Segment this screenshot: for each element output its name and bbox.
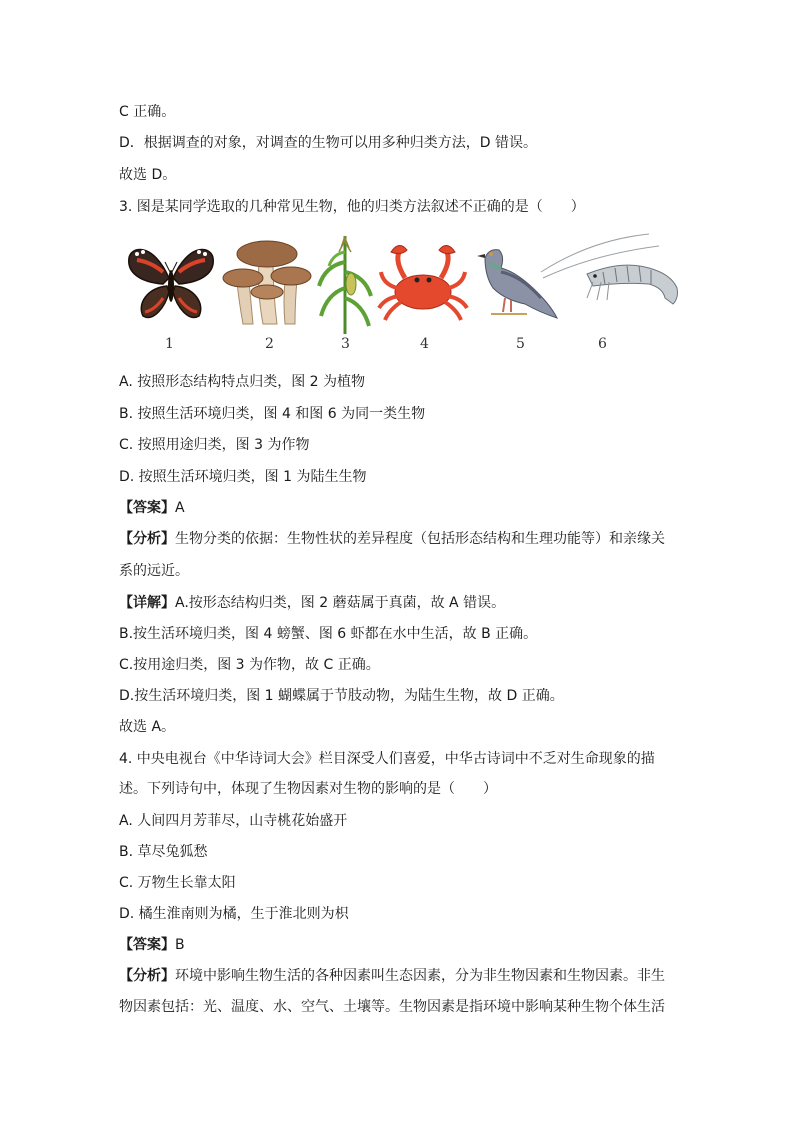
figure-label: 2 [265,336,274,352]
figure-label: 5 [516,336,525,352]
text-line: B.按生活环境归类，图 4 螃蟹、图 6 虾都在水中生活，故 B 正确。 [119,626,538,642]
butterfly-image [123,232,219,328]
figure-label: 4 [420,336,429,352]
mushroom-image [219,232,315,328]
detail-tag: 【详解】 [119,595,175,611]
shrimp-image [531,232,689,328]
corn-plant-image [317,232,373,336]
figure-label: 3 [341,336,350,352]
answer-value: A [175,500,185,516]
answer-line [119,935,185,955]
analysis-line [119,966,665,986]
analysis-line [119,529,665,549]
option-d: D. 按照生活环境归类，图 1 为陆生生物 [119,469,367,485]
option-d: D. 橘生淮南则为橘，生于淮北则为枳 [119,906,349,922]
option-c: C. 按照用途归类，图 3 为作物 [119,437,310,453]
crab-image [375,232,471,328]
analysis-tag: 【分析】 [119,968,175,984]
answer-tag: 【答案】 [119,500,175,516]
option-c: C. 万物生长靠太阳 [119,875,236,891]
figure-label: 6 [598,336,607,352]
text-line: 故选 A。 [119,719,176,735]
option-b: B. 草尽兔狐愁 [119,844,208,860]
analysis-text: 生物分类的依据：生物性状的差异程度（包括形态结构和生理功能等）和亲缘关 [175,531,665,547]
text-line: 故选 D。 [119,167,177,183]
question-4-stem: 述。下列诗句中，体现了生物因素对生物的影响的是（ ） [119,781,497,797]
detail-text: A.按形态结构归类，图 2 蘑菇属于真菌，故 A 错误。 [175,595,506,611]
question-3-stem: 3. 图是某同学选取的几种常见生物，他的归类方法叙述不正确的是（ ） [119,199,585,215]
option-a: A. 人间四月芳菲尽，山寺桃花始盛开 [119,813,348,829]
text-line: C 正确。 [119,104,176,120]
answer-line [119,498,185,518]
option-b: B. 按照生活环境归类，图 4 和图 6 为同一类生物 [119,406,426,422]
option-a: A. 按照形态结构特点归类，图 2 为植物 [119,374,366,390]
answer-value: B [175,937,185,953]
text-line: D.按生活环境归类，图 1 蝴蝶属于节肢动物，为陆生生物，故 D 正确。 [119,688,564,704]
text-line: 系的远近。 [119,563,189,579]
analysis-tag: 【分析】 [119,531,175,547]
organisms-figure [119,232,689,356]
answer-tag: 【答案】 [119,937,175,953]
detail-line [119,593,505,613]
text-line: C.按用途归类，图 3 为作物，故 C 正确。 [119,657,380,673]
question-4-stem: 4. 中央电视台《中华诗词大会》栏目深受人们喜爱，中华古诗词中不乏对生命现象的描 [119,751,655,767]
text-line: 物因素包括：光、温度、水、空气、土壤等。生物因素是指环境中影响某种生物个体生活 [119,999,665,1015]
figure-label: 1 [165,336,174,352]
text-line: D．根据调查的对象，对调查的生物可以用多种归类方法，D 错误。 [119,135,538,151]
analysis-text: 环境中影响生物生活的各种因素叫生态因素，分为非生物因素和生物因素。非生 [175,968,665,984]
